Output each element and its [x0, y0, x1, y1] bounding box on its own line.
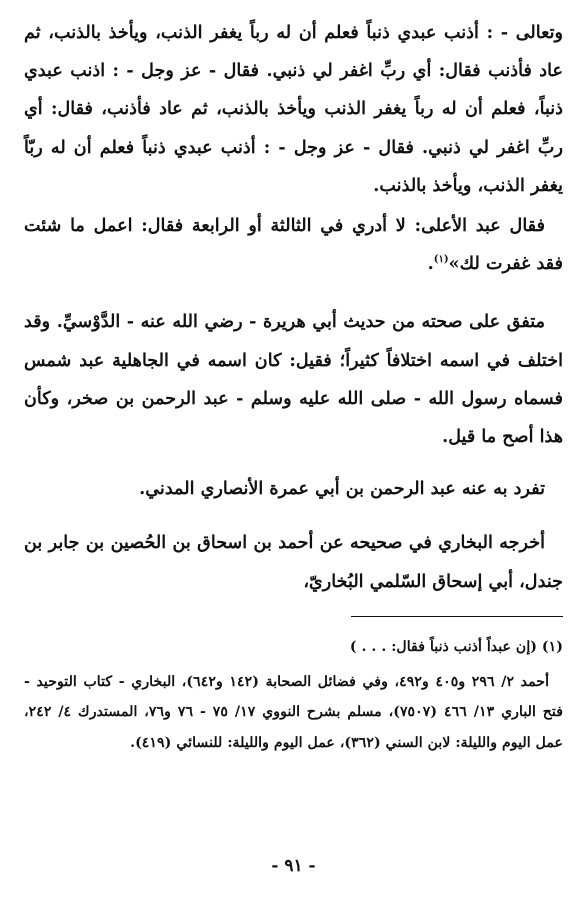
footnote-reference[interactable]: (١) [433, 254, 449, 266]
paragraph-tafarrad: تفرد به عنه عبد الرحمن بن أبي عمرة الأنصاري المدني. [139, 478, 545, 500]
paragraph-abd-al-ala-text: فقال عبد الأعلى: لا أدري في الثالثة أو الرابعة فقال: اعمل ما شئت فقد غفرت لك» [24, 215, 563, 275]
page-number: - ٩١ - [271, 856, 316, 876]
paragraph-hadith-continuation: وتعالى - : أذنب عبدي ذنباً فعلم أن له رباً يغفر الذنب، ويأخذ بالذنب، ثم عاد فأذنب فقال: أي ربِّ اغفر لي ذنبي. فقال - عز وجل - : اذنب عبدي ذنباً، فعلم أن له رباً يغفر الذنب ويأخذ بالذنب، ثم عاد فأذنب، فقال: أي ربِّ اغفر لي ذنبي. فقال - عز وجل - : أذنب عبدي ذنباً فعلم أن له ربّاً يغفر الذنب، ويأخذ بالذنب. [24, 22, 563, 196]
main-text [24, 14, 563, 601]
footnote-1-heading: (١) (إن عبداً أذنب ذنباً فقال: . . . ) [349, 639, 563, 655]
book-page [24, 14, 563, 897]
paragraph-muttafaq: متفق على صحته من حديث أبي هريرة - رضي الله عنه - الدَّوْسيِّ. وقد اختلف في اسمه اختلافاً كثيراً؛ فقيل: كان اسمه في الجاهلية عبد شمس فسماه رسول الله - صلى الله عليه وسلم - عبد الرحمن بن صخر، وكأن هذا أصح ما قيل. [24, 311, 563, 448]
footnote-separator [351, 616, 563, 617]
paragraph-akhrajahu: أخرجه البخاري في صحيحه عن أحمد بن اسحاق بن الحُصين بن جابر بن جندل، أبي إسحاق السّلمي البُخاريّ، [24, 532, 563, 592]
footnote-1-text: أحمد ٢/ ٢٩٦ و٤٠٥ و٤٩٢، وفي فضائل الصحابة (١٤٢ و٦٤٢)، البخاري - كتاب التوحيد - فتح الباري ١٣/ ٤٦٦ (٧٥٠٧)، مسلم بشرح النووي ١٧/ ٧٥ - ٧٦ و٧٦، المستدرك ٤/ ٢٤٢، عمل اليوم والليلة: لابن السني (٣٦٢)، عمل اليوم والليلة: للنسائي (٤١٩). [24, 673, 563, 751]
footnotes [24, 632, 563, 758]
paragraph-abd-al-ala-end: . [427, 253, 434, 275]
paragraph-abd-al-ala [24, 207, 563, 283]
